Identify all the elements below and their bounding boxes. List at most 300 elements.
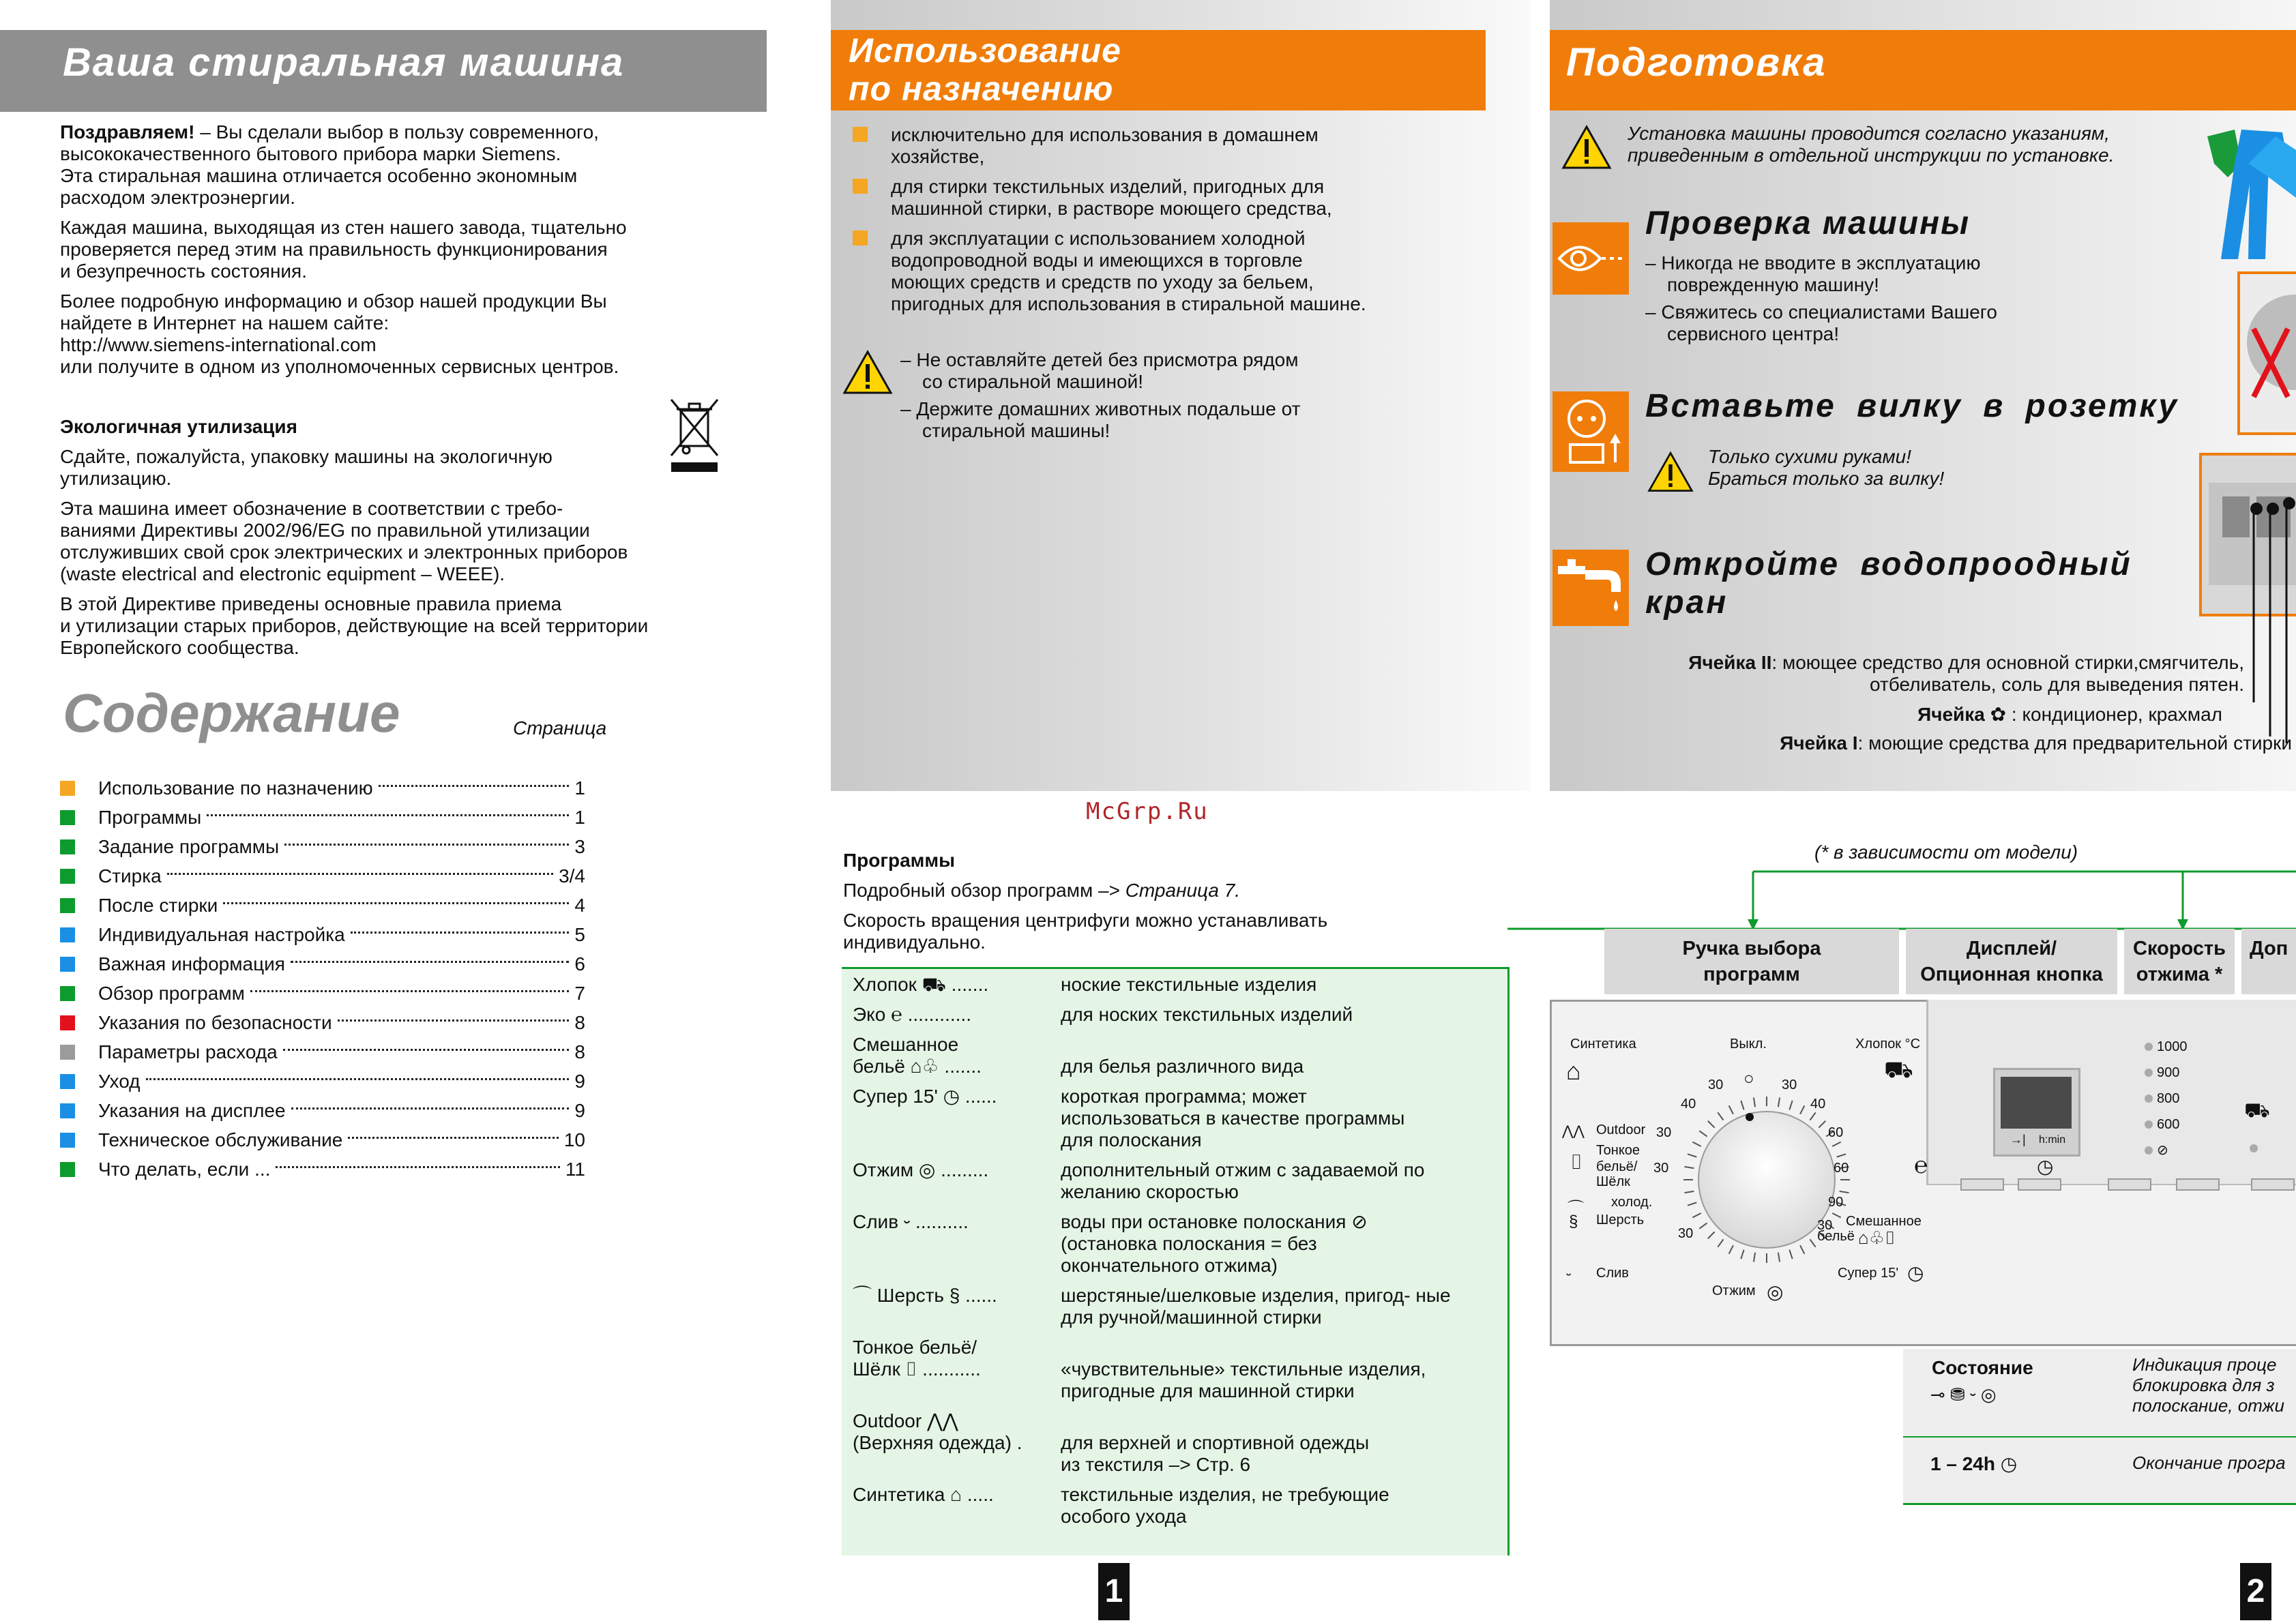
plug-note: Только сухими руками! [1708,446,1912,467]
dial-label-spin: Отжим [1712,1283,1756,1298]
speed-1000[interactable]: 1000 [2157,1039,2188,1054]
status-icons: ⊸ ⛃ ⏑ ◎ [1930,1384,1997,1405]
speed-900[interactable]: 900 [2157,1065,2180,1080]
program-desc-line: для верхней и спортивной одежды [1061,1432,1370,1453]
dial-tick [1718,1239,1723,1247]
program-desc-line: дополнительный отжим с задаваемой по [1061,1159,1425,1180]
toc-label: Задание программы [98,836,280,857]
program-row [853,1337,1507,1402]
toc-leader [283,1049,570,1051]
toc-label: Стирка [98,865,162,887]
program-description [1061,1285,1497,1328]
toc-page: 3 [574,836,585,857]
program-desc-line: текстильные изделия, не требующие [1061,1484,1389,1505]
cell1-label: Ячейка I [1780,732,1858,754]
panel-right-section [1926,1000,2296,1184]
page1-title: Ваша стиральная машина [63,40,625,85]
dial-tick [1800,1245,1804,1253]
dial-tick [1699,1223,1707,1228]
dial-tick [1810,1112,1815,1120]
check-title: Проверка машины [1645,205,1971,241]
status-line: блокировка для з [2132,1375,2275,1395]
lcd-display [1993,1068,2080,1157]
toc-bullet-icon [60,839,75,854]
dial-temp: 30 [1678,1226,1694,1241]
dial-temp: 30 [1653,1161,1669,1176]
program-name [853,1034,1050,1077]
toc-leader [250,990,570,992]
toc-leader [284,844,569,846]
dial-tick [1754,1253,1755,1262]
install-line: Установка машины проводится согласно указаниям, [1628,123,2110,144]
mixed-icon: ⌂♧⌷ [1858,1227,1896,1248]
warning-triangle-icon [1561,124,1613,170]
toc-bullet-icon [60,1103,75,1118]
program-name [853,1004,1050,1026]
eco-line: Европейского сообщества. [60,637,299,658]
dial-temp: 40 [1810,1097,1826,1112]
dial-label-silk: Шёлк [1596,1174,1630,1189]
dial-temp: 30 [1708,1077,1724,1092]
plug-note: Браться только за вилку! [1708,468,1945,489]
toc-item[interactable] [60,1156,585,1183]
header-line: отжима * [2136,964,2223,985]
panel-button[interactable] [1960,1178,2004,1191]
eco-line: (waste electrical and electronic equipment – WEEE). [60,563,505,584]
toc-item[interactable] [60,833,585,861]
program-name-line: Отжим ◎ ......... [853,1159,989,1180]
toc-label: Указания на дисплее [98,1100,286,1121]
check-line: – Свяжитесь со специалистами Вашего [1645,301,1997,323]
speed-led [2145,1095,2153,1103]
dial-label-cold: холод. [1611,1195,1653,1210]
intro-line: Каждая машина, выходящая из стен нашего завода, тщательно [60,217,627,238]
plug-title: Вставьте вилку в розетку [1645,388,2179,424]
toc-page: 9 [574,1100,585,1121]
tap-title-line1: Откройте водопроодный [1645,546,2132,582]
dial-label-delicate2: бельё/ [1596,1159,1638,1174]
program-row [853,1034,1507,1077]
usage-line: машинной стирки, в растворе моющего средства, [891,198,1332,219]
cell2-text2: отбеливатель, соль для выведения пятен. [1870,674,2244,695]
program-description [1061,1337,1497,1402]
warning-line: – Держите домашних животных подальше от [900,398,1301,419]
weee-bin-icon [667,396,722,477]
flower-icon: ✿ [1990,704,2007,725]
intro-line: Эта стиральная машина отличается особенно экономным [60,165,578,186]
program-name [853,1410,1050,1454]
clock-icon[interactable]: ◷ [2037,1156,2054,1177]
toc-label: Что делать, если ... [98,1159,271,1180]
toc-page: 1 [574,777,585,799]
program-description [1061,1484,1497,1528]
dial-temp: 60 [1834,1161,1849,1176]
program-name-line: Смешанное [853,1034,959,1055]
handwash-icon: ⌒ [1568,1200,1584,1218]
delicate-icon: ⌷ [1570,1151,1583,1174]
eco-block [60,416,742,659]
dial-temp: 30 [1817,1218,1833,1233]
dial-temp: 30 [1656,1125,1672,1140]
dial-tick [1741,1101,1743,1110]
dial-tick [1685,1191,1694,1193]
dial-tick [1832,1142,1840,1146]
programs-line1: Подробный обзор программ –> [843,880,1125,901]
dial-tick [1741,1250,1743,1259]
header-line: Доп [2250,938,2288,959]
program-row [853,1211,1507,1277]
cellf-text: : кондиционер, крахмал [2011,704,2222,725]
toc-bullet-icon [60,1133,75,1148]
program-row [853,1159,1507,1203]
eco-line: Сдайте, пожалуйста, упаковку машины на экологичную [60,446,553,467]
check-line: поврежденную машину! [1667,274,1879,295]
program-desc-line [1061,1034,1497,1056]
toc-leader [351,932,570,934]
program-row [853,1285,1507,1328]
page-number-right: 2 [2240,1563,2271,1620]
toc-bullet-icon [60,927,75,942]
toc-item[interactable] [60,863,585,890]
timer-text: Окончание програ [2132,1453,2286,1473]
dial-tick [1692,1142,1701,1146]
dial-tick [1819,1121,1825,1128]
dial-tick [1832,1213,1840,1217]
program-description [1061,1410,1497,1476]
toc-leader [338,1019,570,1022]
program-name [853,1484,1050,1506]
header-line: Дисплей/ [1966,938,2057,959]
intro-rest: – Вы сделали выбор в пользу современного, [194,121,599,143]
cellf-label: Ячейка [1917,704,1985,725]
intro-block [60,121,756,378]
toc-page: 8 [574,1041,585,1062]
toc-item[interactable] [60,1097,585,1125]
program-row [853,1484,1507,1528]
warning-line: – Не оставляйте детей без присмотра рядом [900,349,1299,370]
toc-item[interactable] [60,804,585,831]
program-row [853,1086,1507,1151]
toc-leader [348,1137,558,1139]
dial-label-outdoor: Outdoor [1596,1122,1646,1137]
dial-label-cotton: Хлопок °C [1855,1037,1921,1052]
speed-800[interactable]: 800 [2157,1091,2180,1106]
program-desc-line: для полоскания [1061,1129,1202,1150]
lcd-screen [2001,1077,2072,1129]
program-name [853,1086,1050,1107]
cell1-text: : моющие средства для предварительной стирки [1857,732,2292,754]
program-name-line: Хлопок ⛟ ....... [853,974,989,995]
orange-bullet-icon [853,230,868,245]
programs-line2: индивидуально. [843,932,986,953]
toc-leader [291,1107,570,1110]
panel-button[interactable] [2108,1178,2151,1191]
dial-label-delicate: Тонкое [1596,1143,1640,1158]
programs-page-link[interactable]: Страница 7. [1125,880,1241,901]
toc-leader [146,1078,570,1080]
toc-bullet-icon [60,1015,75,1030]
eco-line: ваниями Директивы 2002/96/EG по правильной утилизации [60,520,590,541]
speed-led [2145,1120,2153,1129]
usage-title [849,31,1121,108]
toc-bullet-icon [60,1045,75,1060]
program-row [853,1410,1507,1476]
program-desc-line: ноские текстильные изделия [1061,974,1317,995]
dial-tick [1685,1167,1694,1168]
dial-tick [1837,1154,1846,1157]
dial-label-off: Выкл. [1730,1037,1767,1052]
program-description [1061,1086,1497,1151]
dial-tick [1729,1105,1733,1114]
dial-tick [1840,1191,1849,1193]
program-desc-line: (остановка полоскания = без [1061,1233,1317,1254]
warning-line: со стиральной машиной! [922,371,1144,392]
warning-line: стиральной машины! [922,420,1110,441]
program-desc-line: особого ухода [1061,1506,1187,1527]
program-name-line: Outdoor ⋀⋀ [853,1410,958,1431]
install-line: приведенным в отдельной инструкции по установке. [1628,145,2115,166]
damaged-machine-photo [2237,271,2296,435]
header-line: Опционная кнопка [1920,964,2103,985]
toc-bullet-icon [60,1074,75,1089]
toc-bullet-icon [60,869,75,884]
usage-line: исключительно для использования в домашнем [891,124,1319,145]
toc-label: Использование по назначению [98,777,373,799]
dial-temp: 60 [1828,1125,1844,1140]
program-name-line: Тонкое бельё/ [853,1337,977,1358]
tap-title-line2: кран [1645,584,1728,621]
eye-icon-box [1552,222,1629,295]
drawer-callout-lines [2244,505,2296,750]
programs-intro [843,850,1498,953]
program-description [1061,974,1497,996]
speed-led [2145,1069,2153,1077]
dial-tick [1754,1098,1755,1107]
toc-item[interactable] [60,1009,585,1037]
header-line: программ [1703,964,1800,985]
toc-page: 3/4 [559,865,585,887]
intro-bold: Поздравляем! [60,121,195,143]
toc-item[interactable] [60,1039,585,1066]
header-extra [2241,929,2296,994]
usage-line: хозяйстве, [891,146,985,167]
plug-icon-box [1552,391,1629,472]
program-desc-line: для носких текстильных изделий [1061,1004,1353,1025]
panel-button[interactable] [2018,1178,2061,1191]
dial-temp: 40 [1681,1097,1696,1112]
toc-item[interactable] [60,1068,585,1095]
program-desc-line: шерстяные/шелковые изделия, пригод- ные [1061,1285,1451,1306]
rinse-stop-icon[interactable]: ⊘ [2157,1143,2168,1158]
program-desc-line: «чувствительные» текстильные изделия, [1061,1358,1426,1380]
spin-icon: ◎ [1767,1281,1784,1302]
clock-icon: ◷ [2000,1453,2018,1474]
eye-icon [1552,222,1629,295]
usage-title-line2: по назначению [849,70,1114,108]
eco-line: отслуживших свой срок электрических и электронных приборов [60,541,628,563]
program-desc-line: желанию скоростью [1061,1181,1239,1202]
warning-triangle-icon [1647,450,1694,494]
program-desc-line [1061,1337,1497,1358]
program-desc-line: использоваться в качестве программы [1061,1107,1405,1129]
program-row [853,974,1507,996]
toc-bullet-icon [60,810,75,825]
program-name-line: Слив ⏑ .......... [853,1211,969,1232]
toc-bullet-icon [60,957,75,972]
toc-leader [223,902,569,904]
dial-tick [1778,1098,1780,1107]
dial-tick [1810,1239,1815,1247]
clothes-illustration [2201,123,2296,266]
model-note: (* в зависимости от модели) [1814,842,2078,863]
program-name [853,1211,1050,1233]
programs-heading: Программы [843,850,956,871]
toc-item[interactable] [60,1127,585,1154]
status-line: полоскание, отжи [2132,1395,2284,1416]
contents-title: Содержание [63,683,400,743]
speed-led [2145,1043,2153,1051]
programs-line2: Скорость вращения центрифуги можно устанавливать [843,910,1328,931]
eco-heading: Экологичная утилизация [60,416,297,437]
tap-title [1645,546,2132,622]
status-text [2132,1354,2284,1416]
install-note [1628,123,2201,166]
time-range [1930,1453,2017,1475]
program-name [853,1159,1050,1181]
toc-bullet-icon [60,781,75,796]
toc-label: Обзор программ [98,983,245,1004]
toc-item[interactable] [60,951,585,978]
dial-label-super15: Супер 15' [1838,1266,1899,1281]
toc-label: Техническое обслуживание [98,1129,343,1150]
toc-bullet-icon [60,898,75,913]
shirt-icon: ⛟ [2244,1099,2270,1122]
usage-line: моющих средств и средств по уходу за бельем, [891,271,1314,293]
speed-led [2145,1146,2153,1155]
panel-button[interactable] [2251,1178,2295,1191]
program-desc-line: воды при остановке полоскания ⊘ [1061,1211,1368,1232]
dial-tick [1692,1213,1701,1217]
usage-warnings [900,349,1419,442]
water-tap-icon [1552,550,1629,626]
program-desc-line [1061,1410,1497,1432]
dial-indicator-dot [1746,1113,1754,1121]
dial-label-mixed: Смешанное [1846,1214,1922,1229]
toc-page: 6 [574,953,585,974]
time-range-text: 1 – 24h [1930,1453,1995,1474]
dial-label-drain: Слив [1596,1266,1629,1281]
program-description [1061,1004,1497,1026]
toc-leader [276,1166,559,1168]
dial-tick [1729,1245,1733,1253]
toc-item[interactable] [60,775,585,802]
header-line: Скорость [2133,938,2226,959]
drain-icon: ⏑ [1566,1266,1572,1283]
usage-line: водопроводной воды и имеющихся в торговле [891,250,1303,271]
header-display [1906,929,2117,994]
toc-leader [291,961,570,963]
cell1-info [1637,732,2292,754]
toc-page: 8 [574,1012,585,1033]
program-desc-line: для ручной/машинной стирки [1061,1307,1322,1328]
program-name-line: бельё ⌂♧ ....... [853,1056,982,1077]
eco-line: и утилизации старых приборов, действующие на всей территории [60,615,649,636]
toc-page: 5 [574,924,585,945]
toc-label: Уход [98,1071,141,1092]
dial-temp: 30 [1782,1077,1797,1092]
toc-bullet-icon [60,986,75,1001]
wool-icon: § [1569,1212,1578,1231]
toc-label: Индивидуальная настройка [98,924,345,945]
toc-item[interactable] [60,980,585,1007]
usage-bullets [853,124,1467,315]
toc-label: После стирки [98,895,218,916]
toc-item[interactable] [60,921,585,949]
toc-page: 1 [574,807,585,828]
orange-bullet-icon [853,179,868,194]
dial-tick [1688,1202,1696,1205]
dial-tick [1789,1250,1792,1259]
cotton-icon: ⛟ [1884,1057,1913,1083]
program-name-line: (Верхняя одежда) . [853,1432,1022,1453]
toc-label: Указания по безопасности [98,1012,332,1033]
arrow-icon: →| [2010,1133,2026,1146]
dial-tick [1789,1101,1792,1110]
program-name [853,974,1050,996]
toc-leader [379,785,570,787]
dial-tick [1699,1131,1707,1136]
toc-page: 11 [565,1159,585,1180]
check-line: – Никогда не вводите в эксплуатацию [1645,252,1981,273]
outdoor-icon: ⋀⋀ [1562,1124,1585,1139]
dial-tick [1708,1121,1715,1128]
prep-title: Подготовка [1566,40,1827,85]
toc-item[interactable] [60,892,585,919]
dial-temp: 90 [1828,1195,1844,1210]
cell2-text: : моющее средство для основной стирки,смягчитель, [1771,652,2244,673]
intro-line: высококачественного бытового прибора марки Siemens. [60,143,561,164]
toc-leader [167,873,553,875]
program-name-line: Синтетика ⌂ ..... [853,1484,994,1505]
program-description [1061,1211,1497,1277]
timer-icon: ◷ [1907,1262,1924,1283]
check-items [1645,252,2082,345]
usage-line: для эксплуатации с использованием холодной [891,228,1306,249]
website-link[interactable]: http://www.siemens-international.com [60,334,377,355]
orange-bullet-icon [853,127,868,142]
toc-leader [207,814,569,816]
dial-label-wool: Шерсть [1596,1212,1645,1227]
dial-label-sintetika: Синтетика [1570,1037,1636,1052]
program-desc-line: окончательного отжима) [1061,1255,1278,1276]
toc-bullet-icon [60,1162,75,1177]
speed-600[interactable]: 600 [2157,1117,2180,1132]
tap-icon-box [1552,550,1629,626]
status-label: Состояние [1932,1357,2033,1378]
dial-tick [1688,1154,1696,1157]
dial-label-mixed2: бельё [1817,1229,1855,1244]
eco-icon: ℮ [1914,1152,1928,1178]
intro-line: или получите в одном из уполномоченных сервисных центров. [60,356,619,377]
compartment-info [1569,652,2244,726]
dial-tick [1778,1253,1780,1262]
contents-page-label: Страница [513,717,607,739]
eco-line: Эта машина имеет обозначение в соответствии с требо- [60,498,563,519]
speed-list [2145,1034,2188,1163]
program-desc-line: короткая программа; может [1061,1086,1307,1107]
watermark: McGrp.Ru [1086,798,1209,825]
panel-button[interactable] [2176,1178,2220,1191]
